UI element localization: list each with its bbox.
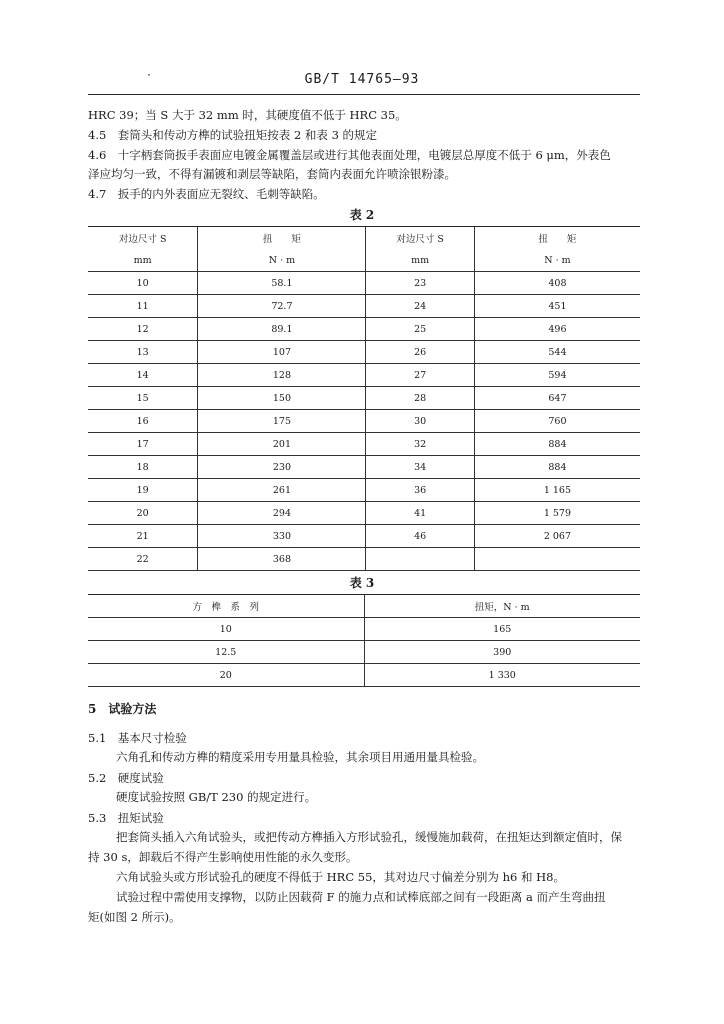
para-4-7: 4.7 扳手的内外表面应无裂纹、毛刺等缺陷。 bbox=[88, 187, 325, 201]
table-cell: 72.7 bbox=[198, 295, 366, 318]
table-cell: 175 bbox=[198, 410, 366, 433]
table-row bbox=[88, 387, 640, 410]
table-2 bbox=[88, 226, 640, 571]
table-cell: 30 bbox=[366, 410, 474, 433]
para-4-6-line2: 泽应均匀一致，不得有漏镀和剥层等缺陷，套筒内表面允许喷涂银粉漆。 bbox=[88, 167, 456, 181]
table-row bbox=[88, 525, 640, 548]
table3-caption: 表 3 bbox=[349, 576, 375, 590]
table-cell: 89.1 bbox=[198, 318, 366, 341]
table-cell: 16 bbox=[88, 410, 198, 433]
table-cell: 165 bbox=[364, 618, 640, 641]
t2-head-torque-2: 扭 矩 bbox=[538, 234, 577, 245]
table-row bbox=[88, 433, 640, 456]
section-5-1-text: 六角孔和传动方榫的精度采用专用量具检验，其余项目用通用量具检验。 bbox=[116, 750, 484, 764]
table-cell: 58.1 bbox=[198, 272, 366, 295]
table-cell: 408 bbox=[474, 272, 640, 295]
table-cell: 330 bbox=[198, 525, 366, 548]
section-5-3-text-3a: 试验过程中需使用支撑物，以防止因载荷 F 的施力点和试棒底部之间有一段距离 a 而产生弯曲扭 bbox=[116, 890, 606, 904]
table-cell: 368 bbox=[198, 548, 366, 571]
table-row bbox=[88, 548, 640, 571]
table-cell: 25 bbox=[366, 318, 474, 341]
t2-unit-mm-2: mm bbox=[366, 249, 474, 272]
table-row bbox=[88, 479, 640, 502]
table-cell: 10 bbox=[88, 272, 198, 295]
section-5-3-title: 5.3 扭矩试验 bbox=[88, 811, 164, 825]
table-cell bbox=[366, 548, 474, 571]
table-row bbox=[88, 364, 640, 387]
table-cell: 24 bbox=[366, 295, 474, 318]
table-cell: 12 bbox=[88, 318, 198, 341]
t2-unit-nm-1: N · m bbox=[198, 249, 366, 272]
table-row bbox=[88, 341, 640, 364]
table-cell: 496 bbox=[474, 318, 640, 341]
table-cell: 11 bbox=[88, 295, 198, 318]
table-row bbox=[88, 295, 640, 318]
table-cell: 390 bbox=[364, 641, 640, 664]
table-cell: 18 bbox=[88, 456, 198, 479]
table-cell: 19 bbox=[88, 479, 198, 502]
table-cell: 17 bbox=[88, 433, 198, 456]
table-row bbox=[88, 618, 640, 641]
table-row bbox=[88, 641, 640, 664]
table-cell: 20 bbox=[88, 502, 198, 525]
section-5-title: 5 试验方法 bbox=[88, 702, 157, 716]
table-cell: 27 bbox=[366, 364, 474, 387]
table-cell: 26 bbox=[366, 341, 474, 364]
para-hrc: HRC 39；当 S 大于 32 mm 时，其硬度值不低于 HRC 35。 bbox=[88, 108, 407, 122]
table-cell: 34 bbox=[366, 456, 474, 479]
table-cell: 46 bbox=[366, 525, 474, 548]
table-cell: 21 bbox=[88, 525, 198, 548]
para-4-6-line1: 4.6 十字柄套筒扳手表面应电镀金属覆盖层或进行其他表面处理，电镀层总厚度不低于 6 μm，外表色 bbox=[88, 148, 611, 162]
table-cell: 13 bbox=[88, 341, 198, 364]
table-cell: 544 bbox=[474, 341, 640, 364]
table-row bbox=[88, 272, 640, 295]
page-header bbox=[0, 72, 724, 87]
para-4-5: 4.5 套筒头和传动方榫的试验扭矩按表 2 和表 3 的规定 bbox=[88, 128, 378, 142]
table-cell: 41 bbox=[366, 502, 474, 525]
t2-head-size-1: 对边尺寸 S bbox=[88, 227, 198, 250]
section-5-1-title: 5.1 基本尺寸检验 bbox=[88, 731, 187, 745]
table-cell: 20 bbox=[88, 664, 364, 687]
table-cell: 36 bbox=[366, 479, 474, 502]
header-rule bbox=[88, 94, 640, 95]
table-row bbox=[88, 502, 640, 525]
table-cell: 15 bbox=[88, 387, 198, 410]
table-cell: 10 bbox=[88, 618, 364, 641]
section-5-3-text-3b: 矩(如图 2 所示)。 bbox=[88, 910, 181, 924]
section-5-2-title: 5.2 硬度试验 bbox=[88, 771, 164, 785]
table-cell bbox=[474, 548, 640, 571]
table-3 bbox=[88, 594, 640, 687]
table-cell: 760 bbox=[474, 410, 640, 433]
section-5-3-text-2: 六角试验头或方形试验孔的硬度不得低于 HRC 55，其对边尺寸偏差分别为 h6 和 H8。 bbox=[116, 870, 565, 884]
table-cell: 107 bbox=[198, 341, 366, 364]
table-cell: 12.5 bbox=[88, 641, 364, 664]
standard-code: GB/T 14765—93 bbox=[304, 72, 420, 87]
table-row bbox=[88, 318, 640, 341]
table-cell: 2 067 bbox=[474, 525, 640, 548]
table2-caption: 表 2 bbox=[349, 208, 375, 222]
table-cell: 150 bbox=[198, 387, 366, 410]
table-cell: 594 bbox=[474, 364, 640, 387]
table-cell: 128 bbox=[198, 364, 366, 387]
t2-unit-nm-2: N · m bbox=[474, 249, 640, 272]
table-cell: 1 165 bbox=[474, 479, 640, 502]
table-cell: 451 bbox=[474, 295, 640, 318]
t2-unit-mm-1: mm bbox=[88, 249, 198, 272]
section-5-3-text-1a: 把套筒头插入六角试验头，或把传动方榫插入方形试验孔，缓慢施加载荷，在扭矩达到额定值时，保 bbox=[116, 830, 622, 844]
table-cell: 22 bbox=[88, 548, 198, 571]
table-row bbox=[88, 456, 640, 479]
table-cell: 14 bbox=[88, 364, 198, 387]
t3-head-series: 方 榫 系 列 bbox=[88, 595, 364, 618]
table-row bbox=[88, 410, 640, 433]
t2-head-torque-1: 扭 矩 bbox=[198, 227, 366, 250]
table-cell: 201 bbox=[198, 433, 366, 456]
table-cell: 261 bbox=[198, 479, 366, 502]
table-cell: 294 bbox=[198, 502, 366, 525]
t2-head-size-2: 对边尺寸 S bbox=[366, 227, 474, 250]
table-cell: 647 bbox=[474, 387, 640, 410]
t3-head-torque: 扭矩，N · m bbox=[364, 595, 640, 618]
table-cell: 884 bbox=[474, 433, 640, 456]
header-dot: · bbox=[146, 70, 154, 81]
table-cell: 1 330 bbox=[364, 664, 640, 687]
table-cell: 1 579 bbox=[474, 502, 640, 525]
section-5-3-text-1b: 持 30 s，卸载后不得产生影响使用性能的永久变形。 bbox=[88, 850, 358, 864]
section-5-2-text: 硬度试验按照 GB/T 230 的规定进行。 bbox=[116, 790, 317, 804]
table-cell: 32 bbox=[366, 433, 474, 456]
table-row bbox=[88, 664, 640, 687]
table-cell: 28 bbox=[366, 387, 474, 410]
table-cell: 230 bbox=[198, 456, 366, 479]
table-cell: 884 bbox=[474, 456, 640, 479]
table-cell: 23 bbox=[366, 272, 474, 295]
